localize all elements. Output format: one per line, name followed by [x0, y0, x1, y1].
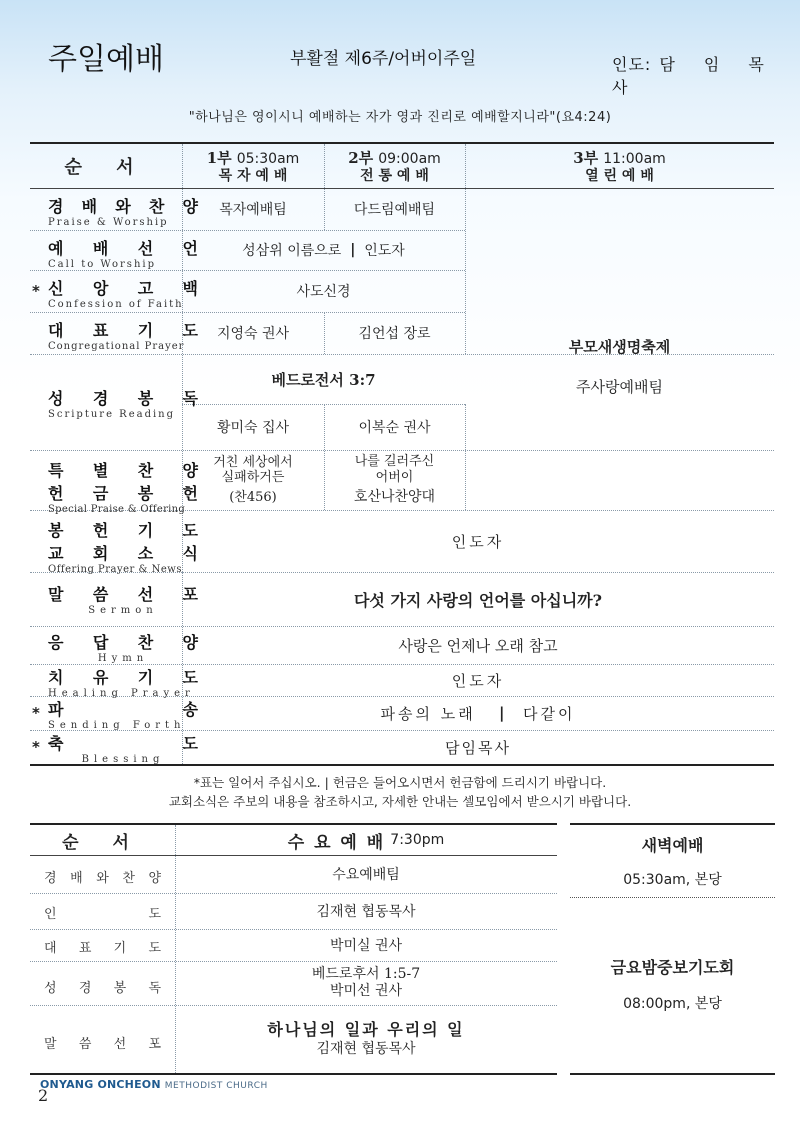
row-label-praise: 경 배 와 찬 양 Praise & Worship — [48, 197, 198, 228]
scripture-passage: 베드로전서 3:7 — [271, 370, 376, 389]
order-header: 순 서 — [64, 157, 148, 178]
service-1-header: 1부 05:30am 목 자 예 배 — [206, 148, 300, 184]
wednesday-worship-table — [30, 823, 557, 1075]
wed-sermon-value: 하나님의 일과 우리의 일 김재현 협동목사 — [267, 1020, 465, 1058]
row-label-sermon: 말 씀 선 포 Sermon — [48, 585, 198, 616]
friday-prayer-title: 금요밤중보기도회 — [610, 957, 735, 977]
service-3-header: 3부 11:00am 열 린 예 배 — [573, 148, 666, 184]
wed-prayer-value: 박미실 권사 — [329, 938, 403, 954]
dawn-service-detail: 05:30am, 본당 — [623, 872, 722, 888]
wed-scripture-value: 베드로후서 1:5-7 박미선 권사 — [311, 966, 421, 999]
stand-marker: * — [32, 704, 40, 722]
note-line-1: *표는 일어서 주십시오. | 헌금은 들어오시면서 헌금함에 드리시기 바랍니다. — [193, 775, 607, 790]
wed-praise-value: 수요예배팀 — [332, 867, 400, 883]
wed-row-label: 말 씀 선 포 — [44, 1037, 161, 1052]
prayer-service-1: 지영숙 권사 — [216, 326, 290, 342]
verse-quote: "하나님은 영이시니 예배하는 자가 영과 진리로 예배할지니라"(요4:24) — [188, 110, 612, 125]
wed-row-label: 인 도 — [44, 907, 161, 922]
row-label-prayer: 대 표 기 도 Congregational Prayer — [48, 321, 198, 352]
blessing-value: 담임목사 — [445, 738, 511, 757]
page-number: 2 — [38, 1086, 49, 1105]
row-label-sending: 파 송 Sending Forth — [48, 700, 198, 731]
row-label-hymn: 응 답 찬 양 Hymn — [48, 633, 198, 664]
hymn-title: 사랑은 언제나 오래 참고 — [398, 636, 558, 655]
friday-prayer-detail: 08:00pm, 본당 — [623, 996, 722, 1012]
third-service-program: 부모새생명축제 주사랑예배팀 — [568, 338, 671, 396]
healing-prayer-value: 인도자 — [451, 671, 505, 690]
row-label-confession: 신 앙 고 백 Confession of Faith — [48, 279, 198, 310]
praise-service-2: 다드림예배팀 — [353, 202, 436, 218]
wed-leader-value: 김재현 협동목사 — [316, 904, 416, 920]
note-line-2: 교회소식은 주보의 내용을 참조하시고, 자세한 안내는 셀모임에서 받으시기 바랍니다. — [168, 794, 632, 809]
wed-order-header: 순 서 — [62, 832, 143, 853]
confession-value: 사도신경 — [296, 284, 351, 300]
prayer-service-2: 김언섭 장로 — [358, 326, 431, 342]
leader-label: 인도: — [612, 55, 652, 74]
row-label-healing: 치 유 기 도 Healing Prayer — [48, 668, 198, 699]
dawn-service-title: 새벽예배 — [641, 835, 704, 855]
church-logo: ONYANG ONCHEON METHODIST CHURCH — [40, 1078, 268, 1091]
page-title: 주일예배 — [48, 42, 164, 77]
special-praise-1: 거친 세상에서 실패하거든 (찬456) — [213, 454, 293, 505]
wed-title-header: 수 요 예 배 7:30pm — [287, 832, 445, 853]
sunday-worship-table — [30, 142, 774, 766]
call-to-worship-value: 성삼위 이름으로 | 인도자 — [242, 242, 405, 259]
row-label-special-praise: 특 별 찬 양 헌 금 봉 헌 Special Praise & Offering — [48, 461, 198, 515]
sermon-title: 다섯 가지 사랑의 언어를 아십니까? — [353, 590, 603, 610]
row-label-blessing: 축 도 Blessing — [48, 734, 198, 765]
leader-info — [612, 52, 800, 98]
row-label-offering-prayer: 봉 헌 기 도 교 회 소 식 Offering Prayer & News — [48, 521, 198, 575]
offering-prayer-value: 인도자 — [451, 532, 505, 551]
service-2-header: 2부 09:00am 전 통 예 배 — [348, 148, 441, 184]
special-praise-2: 나를 길러주신 어버이 호산나찬양대 — [353, 454, 436, 506]
stand-marker: * — [32, 282, 40, 300]
scripture-reader-2: 이복순 권사 — [358, 420, 431, 436]
row-label-call: 예 배 선 언 Call to Worship — [48, 239, 198, 270]
leader-name: 담 임 목 사 — [612, 55, 776, 97]
service-subtitle: 부활절 제6주/어버이주일 — [290, 49, 477, 69]
praise-service-1: 목자예배팀 — [219, 202, 287, 218]
sending-forth-value: 파송의 노래 | 다같이 — [380, 704, 576, 723]
scripture-reader-1: 황미숙 집사 — [216, 420, 290, 436]
wed-row-label: 대 표 기 도 — [44, 941, 161, 956]
stand-marker: * — [32, 738, 40, 756]
row-label-scripture: 성 경 봉 독 Scripture Reading — [48, 389, 198, 420]
other-services-box — [570, 823, 775, 1075]
wed-row-label: 경 배 와 찬 양 — [44, 871, 161, 886]
wed-row-label: 성 경 봉 독 — [44, 981, 161, 996]
